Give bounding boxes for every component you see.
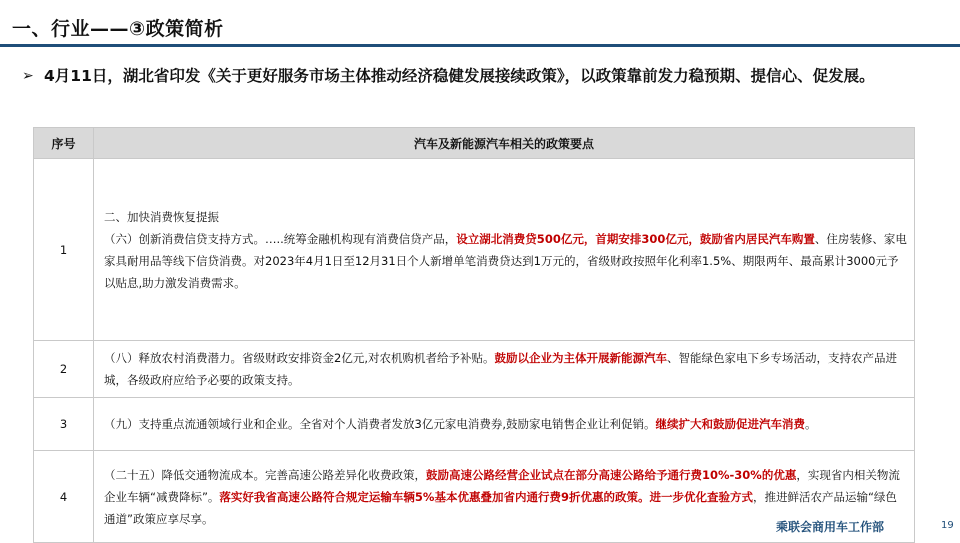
footer-brand: 乘联会商用车工作部 [776, 520, 885, 534]
policy-text: （二十五）降低交通物流成本。完善高速公路差异化收费政策，鼓励高速公路经营企业试点在部分高速公路给予通行费10%-30%的优惠，实现省内相关物流企业车辆“减费降标”。落实好我省高速公路符合规定运输车辆5%基本优惠叠加省内通行费9折优惠的政策。进一步优化查验方式，推进鲜活农产品运输“绿色通道”政策应享尽享。 [104, 467, 900, 526]
policy-highlight: 鼓励高速公路经营企业试点在部分高速公路给予通行费10%-30%的优惠 [426, 467, 797, 482]
policy-heading: 二、加快消费恢复提振 [104, 209, 219, 224]
policy-table [33, 127, 915, 543]
policy-text: （九）支持重点流通领域行业和企业。全省对个人消费者发放3亿元家电消费券,鼓励家电销售企业让利促销。继续扩大和鼓励促进汽车消费。 [104, 417, 817, 431]
summary-bullet [22, 64, 942, 88]
row-number: 3 [34, 398, 94, 451]
row-number: 4 [34, 451, 94, 543]
title-divider [0, 44, 960, 47]
summary-text: 4月11日，湖北省印发《关于更好服务市场主体推动经济稳健发展接续政策》，以政策靠前发力稳预期、提信心、促发展。 [44, 67, 875, 85]
table-row [34, 341, 915, 398]
column-header-policy: 汽车及新能源汽车相关的政策要点 [94, 128, 915, 159]
policy-cell [94, 341, 915, 398]
policy-cell [94, 398, 915, 451]
policy-highlight: 落实好我省高速公路符合规定运输车辆5%基本优惠叠加省内通行费9折优惠的政策。进一步优化查验方式 [219, 489, 753, 504]
table-header-row [34, 128, 915, 159]
policy-text: （六）创新消费信贷支持方式。…..统筹金融机构现有消费信贷产品，设立湖北消费贷500亿元，首期安排300亿元，鼓励省内居民汽车购置、住房装修、家电家具耐用品等线下信贷消费。对2023年4月1日至12月31日个人新增单笔消费贷达到1万元的，省级财政按照年化利率1.5%、期限两年、最高累计3000元予以贴息,助力激发消费需求。 [104, 231, 907, 290]
policy-text: （八）释放农村消费潜力。省级财政安排资金2亿元,对农机购机者给予补贴。鼓励以企业为主体开展新能源汽车、智能绿色家电下乡专场活动，支持农产品进城，各级政府应给予必要的政策支持。 [104, 351, 897, 387]
policy-highlight: 鼓励以企业为主体开展新能源汽车 [494, 351, 667, 365]
row-number: 2 [34, 341, 94, 398]
table-row [34, 159, 915, 341]
slide-title: 一、行业——③政策简析 [12, 18, 224, 40]
arrow-bullet-icon: ➢ [22, 68, 34, 84]
row-number: 1 [34, 159, 94, 341]
column-header-number: 序号 [34, 128, 94, 159]
policy-highlight: 继续扩大和鼓励促进汽车消费 [655, 417, 805, 431]
table-row [34, 398, 915, 451]
page-number: 19 [941, 520, 954, 531]
policy-highlight: 设立湖北消费贷500亿元，首期安排300亿元，鼓励省内居民汽车购置 [456, 231, 815, 246]
policy-cell [94, 159, 915, 341]
